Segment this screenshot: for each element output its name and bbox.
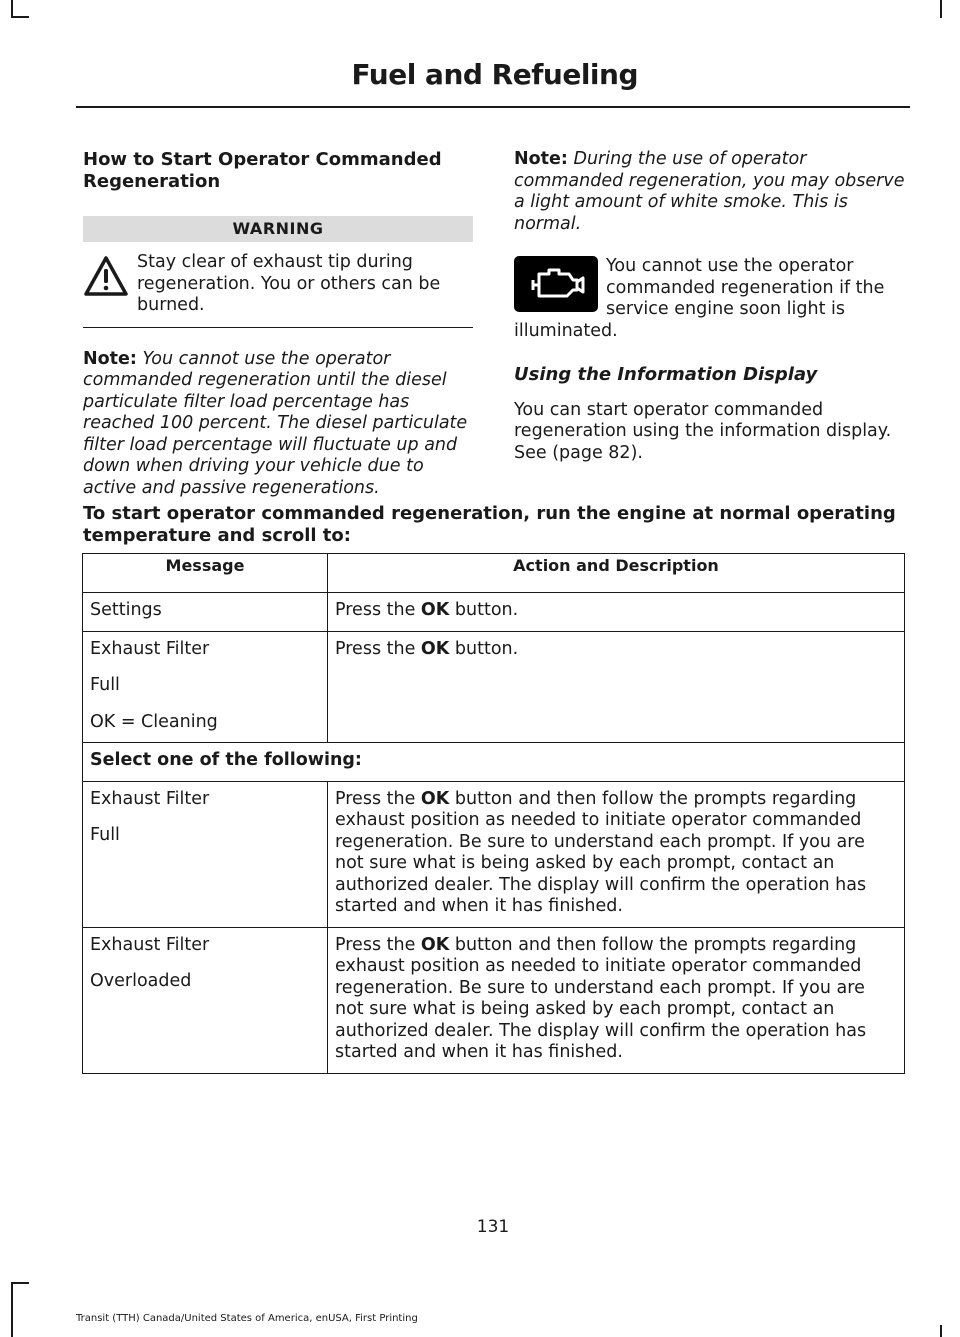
action-prefix: Press the <box>335 638 421 659</box>
warning-banner: WARNING <box>83 216 473 242</box>
subheading-information-display: Using the Information Display <box>514 364 818 385</box>
ok-keyword: OK <box>420 788 450 809</box>
warning-triangle-icon <box>83 254 129 300</box>
message-cell <box>83 593 328 632</box>
table-row <box>83 927 905 1073</box>
note-label: Note: <box>514 149 568 169</box>
span-cell: Select one of the following: <box>83 743 905 782</box>
crop-mark <box>11 1282 13 1337</box>
section-heading: How to Start Operator Commanded Regeneration <box>83 149 442 192</box>
left-column <box>83 149 473 499</box>
table-row <box>83 631 905 743</box>
page-title: Fuel and Refueling <box>351 58 638 91</box>
table-row <box>83 593 905 632</box>
message-cell <box>83 927 328 1073</box>
crop-mark <box>940 0 942 18</box>
warning-text: Stay clear of exhaust tip during regeneration. You or others can be burned. <box>137 252 441 315</box>
action-text: button and then follow the prompts regarding exhaust position as needed to initiate operator commanded regeneration. Be sure to understand each prompt. If you are not sure what is being asked by each prompt, contact an authorized dealer. The display will confirm the operation has started and when it has finished. <box>335 788 867 916</box>
footer-text: Transit (TTH) Canada/United States of America, enUSA, First Printing <box>76 1313 418 1324</box>
action-cell <box>328 781 905 927</box>
message-line: Full <box>90 825 120 845</box>
ok-keyword: OK <box>420 934 450 955</box>
message-line: Overloaded <box>90 971 192 991</box>
note-text: You cannot use the operator commanded regeneration until the diesel particulate filter load percentage has reached 100 percent. The diesel particulate filter load percentage will fluctuate up and down when driving your vehicle due to active and passive regenerations. <box>83 348 468 498</box>
message-line: Settings <box>90 600 162 620</box>
header-divider <box>76 106 910 108</box>
engine-light-text-cont: illuminated. <box>514 320 618 341</box>
column-header-action: Action and Description <box>328 554 905 593</box>
crop-mark <box>11 1282 29 1284</box>
page-number: 131 <box>476 1217 510 1237</box>
crop-mark <box>940 1325 942 1337</box>
column-header-message: Message <box>83 554 328 593</box>
message-line: OK = Cleaning <box>90 711 218 732</box>
table-header-row <box>83 554 905 593</box>
check-engine-icon <box>514 256 598 312</box>
crop-mark <box>11 16 29 18</box>
action-cell <box>328 631 905 743</box>
note-diesel-filter <box>83 349 473 500</box>
right-column <box>514 149 907 464</box>
ok-keyword: OK <box>420 600 450 620</box>
action-cell <box>328 593 905 632</box>
table-row <box>83 781 905 927</box>
message-cell <box>83 631 328 743</box>
action-text: button and then follow the prompts regarding exhaust position as needed to initiate operator commanded regeneration. Be sure to understand each prompt. If you are not sure what is being asked by each prompt, contact an authorized dealer. The display will confirm the operation has started and when it has finished. <box>335 934 867 1062</box>
engine-light-text: You cannot use the operator commanded regeneration if the service engine soon light is <box>606 256 885 319</box>
ok-keyword: OK <box>420 638 450 659</box>
action-prefix: Press the <box>335 600 421 620</box>
message-line: Full <box>90 675 120 695</box>
message-line: Exhaust Filter <box>90 788 210 809</box>
action-prefix: Press the <box>335 934 421 955</box>
action-cell <box>328 927 905 1073</box>
message-cell <box>83 781 328 927</box>
table-intro: To start operator commanded regeneration, run the engine at normal operating temperature and scroll to: <box>83 503 896 546</box>
action-text: button. <box>449 600 519 620</box>
warning-box <box>83 252 473 328</box>
action-text: button. <box>449 638 519 659</box>
message-table <box>82 553 905 1074</box>
note-text: During the use of operator commanded regeneration, you may observe a light amount of white smoke. This is normal. <box>514 149 905 234</box>
action-prefix: Press the <box>335 788 421 809</box>
engine-light-block <box>514 256 907 321</box>
information-display-paragraph: You can start operator commanded regeneration using the information display. See (page 82). <box>514 399 892 463</box>
note-white-smoke <box>514 149 907 235</box>
message-line: Exhaust Filter <box>90 638 210 659</box>
message-line: Exhaust Filter <box>90 934 210 955</box>
note-label: Note: <box>83 348 137 369</box>
table-row-span <box>83 743 905 782</box>
